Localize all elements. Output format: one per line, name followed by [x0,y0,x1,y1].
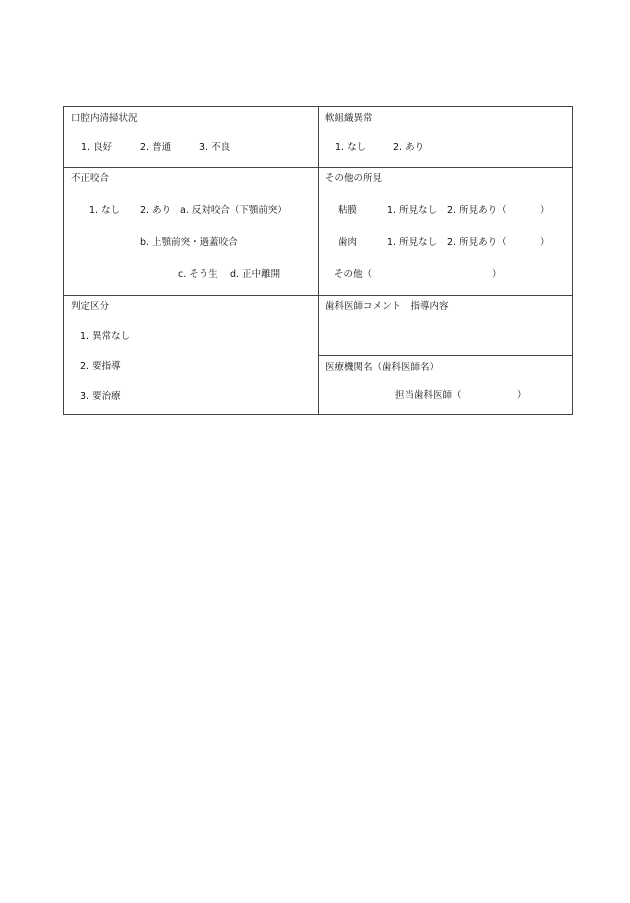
oral-hygiene-option-normal[interactable]: 2. 普通 [140,142,172,153]
assigned-dentist-close-paren: ） [517,390,527,401]
oral-hygiene-section [64,107,318,167]
gingiva-option-finding[interactable]: 2. 所見あり（ [447,237,507,248]
judgement-option-guidance[interactable]: 2. 要指導 [80,361,121,372]
mucosa-label: 粘膜 [338,205,358,216]
oral-hygiene-option-poor[interactable]: 3. 不良 [199,142,231,153]
other-findings-section [319,168,572,295]
dental-checkup-form [63,106,573,415]
institution-title: 医療機関名（歯科医師名） [325,362,440,373]
other-label: その他（ [334,269,373,280]
soft-tissue-section [319,107,572,167]
soft-tissue-option-present[interactable]: 2. あり [393,142,425,153]
malocclusion-type-d[interactable]: d. 正中離開 [230,269,281,280]
malocclusion-type-a[interactable]: a. 反対咬合（下顎前突） [180,205,287,216]
judgement-option-treatment[interactable]: 3. 要治療 [80,391,121,402]
dentist-comment-title: 歯科医師コメント 指導内容 [325,301,449,312]
institution-section [319,356,572,414]
judgement-option-normal[interactable]: 1. 異常なし [80,331,131,342]
malocclusion-option-none[interactable]: 1. なし [89,205,121,216]
malocclusion-title: 不正咬合 [71,173,110,184]
malocclusion-option-present[interactable]: 2. あり [140,205,172,216]
assigned-dentist-label[interactable]: 担当歯科医師（ [395,390,462,401]
gingiva-label: 歯肉 [338,237,358,248]
mucosa-option-none[interactable]: 1. 所見なし [387,205,438,216]
oral-hygiene-title: 口腔内清掃状況 [71,113,138,124]
dentist-comment-section[interactable] [319,296,572,355]
judgement-title: 判定区分 [71,301,110,312]
malocclusion-type-b[interactable]: b. 上顎前突・過蓋咬合 [140,237,238,248]
mucosa-close-paren: ） [540,205,550,216]
oral-hygiene-option-good[interactable]: 1. 良好 [81,142,113,153]
gingiva-option-none[interactable]: 1. 所見なし [387,237,438,248]
mucosa-option-finding[interactable]: 2. 所見あり（ [447,205,507,216]
gingiva-close-paren: ） [540,237,550,248]
malocclusion-type-c[interactable]: c. そう生 [178,269,218,280]
other-findings-title: その他の所見 [325,173,383,184]
malocclusion-section [64,168,318,295]
soft-tissue-option-none[interactable]: 1. なし [335,142,367,153]
judgement-section [64,296,318,414]
soft-tissue-title: 軟組織異常 [325,113,373,124]
other-close-paren: ） [492,269,502,280]
